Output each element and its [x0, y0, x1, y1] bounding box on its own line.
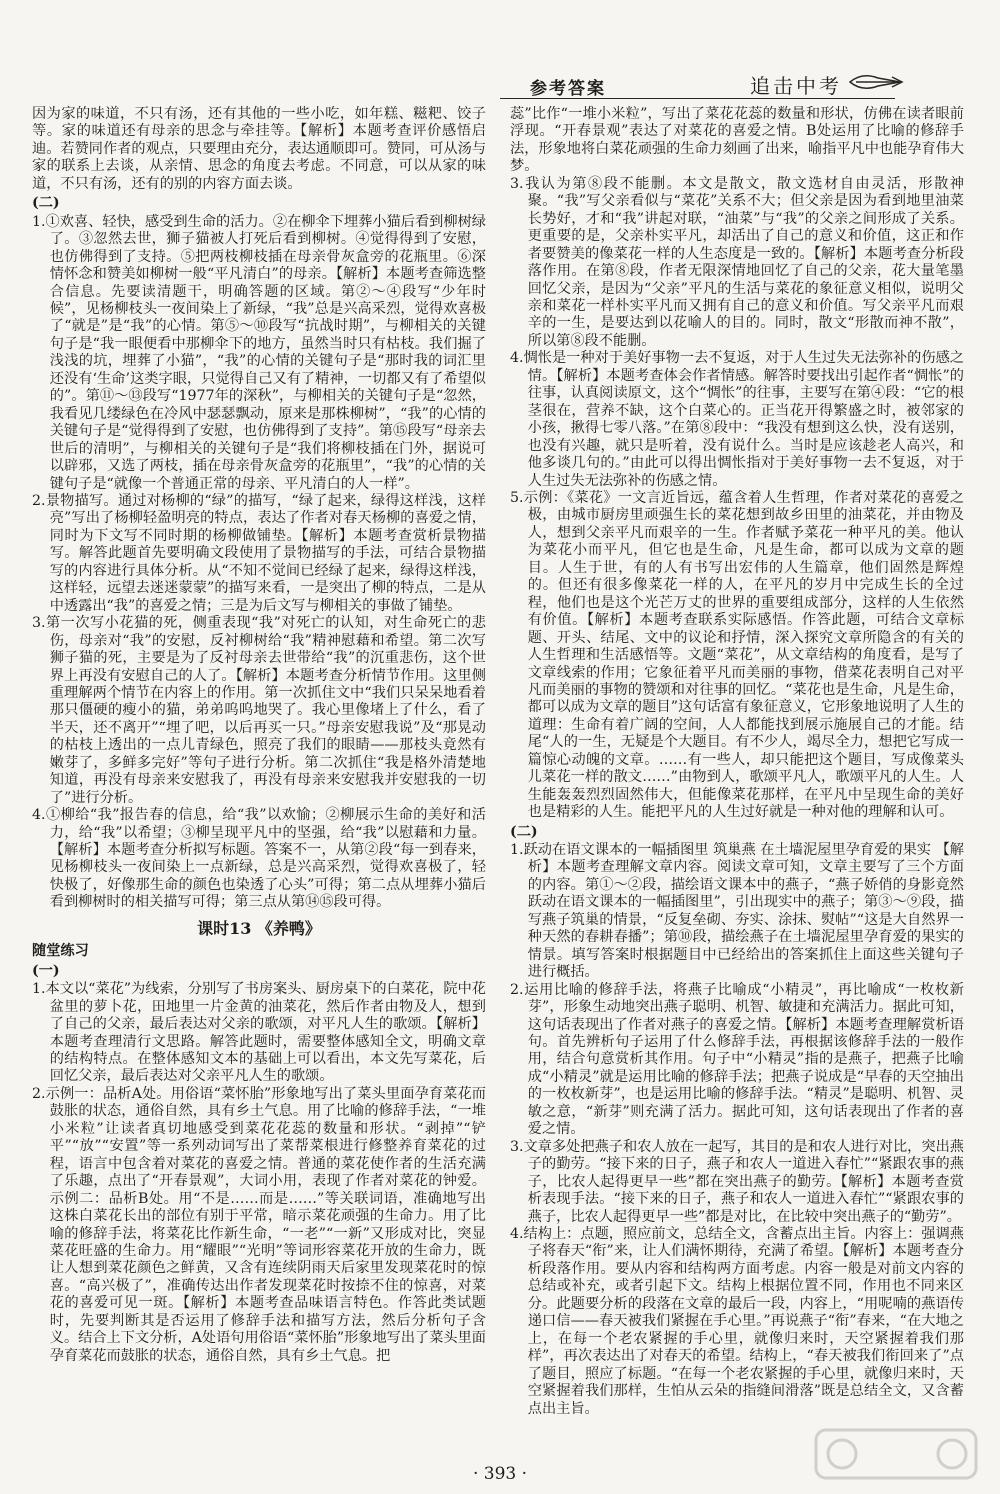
header-rule: [500, 98, 895, 99]
arrow-icon: [848, 70, 904, 94]
answer-paragraph: 蕊”比作“一堆小米粒”，写出了菜花花蕊的数量和形状，仿佛在读者眼前浮现。“开春景观”表达了对菜花的喜爱之情。B处运用了比喻的修辞手法，形象地将白菜花顽强的生命力刻画了出来，喻指平凡中也能孕育伟大梦。: [510, 106, 965, 175]
watermark-logo: [812, 1424, 982, 1484]
answer-item: 1.跃动在语文课本的一幅插图里 筑巢燕 在土墙泥屋里孕育爱的果实 【解析】本题考查理解文章内容。阅读文章可知，文章主要写了三个方面的内容。第①～②段，描绘语文课本中的燕子，“燕子娇俏的身影竟然跃动在语文课本的一幅插图里”，引出现实中的燕子；第③～⑨段，描写燕子筑巢的情景，“反复垒砌、夯实、涂抹、熨帖”“这是大自然界一种天然的春耕春播”；第⑩段，描绘燕子在土墙泥屋里孕育爱的果实的情景。填写答案时根据题目中已经给出的答案抓住上面这些关键句子进行概括。: [510, 842, 964, 981]
answer-item: 4.①柳给“我”报告春的信息，给“我”以欢愉；②柳展示生命的美好和活力，给“我”以希望；③柳呈现平凡中的坚强，给“我”以慰藉和力量。【解析】本题考查分析拟写标题。答案不一，从第②段“每一到春来，见杨柳枝头一夜间染上一点新绿，总是兴高采烈，觉得欢喜极了，轻快极了，好像那生命的颜色也染透了心头”可得；第二点从埋葬小猫后看到柳树时的相关描写可得；第三点从第⑭⑮段可得。: [32, 807, 486, 911]
answer-item: 3.文章多处把燕子和农人放在一起写，其目的是和农人进行对比，突出燕子的勤劳。“接下来的日子，燕子和农人一道进入春忙”“紧跟农事的燕子，比农人起得更早一些”都在突出燕子的勤劳。【解析】本题考查赏析表现手法。“接下来的日子，燕子和农人一道进入春忙”“紧跟农事的燕子，比农人起得更早一些”都是对比，在比较中突出燕子的“勤劳”。: [510, 1138, 964, 1225]
answer-item: 3.第一次写小花猫的死，侧重表现“我”对死亡的认知，对生命死亡的悲伤，母亲对“我”的安慰，反衬柳树给“我”精神慰藉和希望。第二次写狮子猫的死，主要是为了反衬母亲去世带给“我”的沉重悲伤，这个世界上再没有安慰自己的人了。【解析】本题考查分析情节作用。这里侧重理解两个情节在内容上的作用。第一次抓住文中“我们只呆呆地看着那只僵硬的瘦小的猫，弟弟呜呜地哭了。我心里像堵上了什么，看了半天，还不离开”“埋了吧，以后再买一只。”母亲安慰我说”及“那晃动的枯枝上透出的一点儿青绿色，照亮了我们的眼睛——那枝头竟然有嫩芽了，多鲜多完好”等句子进行分析。第二次抓住“我是格外清楚地知道，再没有母亲来安慰我了，再没有母亲来安慰我并安慰我的一切了”进行分析。: [32, 615, 486, 806]
section-label: (二): [32, 195, 60, 212]
lesson-title: 课时13 《养鸭》: [197, 918, 321, 938]
answer-paragraph: 因为家的味道，不只有汤，还有其他的一些小吃，如年糕、糍粑、饺子等。家的味道还有母亲的思念与牵挂等。【解析】本题考查评价感悟启迪。若赞同作者的观点，只要理由充分，表达通顺即可。赞同，可从汤与家的联系上去谈，从亲情、思念的角度去考虑。不同意，可以从家的味道，不只有汤，还有的别的内容方面去谈。: [32, 106, 487, 192]
answer-item: 2.景物描写。通过对杨柳的“绿”的描写，“绿了起来，绿得这样浅，这样亮”写出了杨柳轻盈明亮的特点，表达了作者对春天杨柳的喜爱之情，同时为下文写不同时期的杨柳做铺垫。【解析】本题考查赏析景物描写。解答此题首先要明确文段使用了景物描写的手法，可结合景物描写的内容进行具体分析。从“不知不觉间已经绿了起来，绿得这样浅，这样轻，远望去迷迷蒙蒙”的描写来看，一是突出了柳的特点，二是从中透露出“我”的喜爱之情；三是为后文写与柳相关的事做了铺垫。: [32, 492, 486, 614]
practice-heading: 随堂练习: [32, 943, 89, 960]
brand-title: 追击中考: [750, 74, 842, 98]
section-label: (一): [32, 962, 60, 979]
section-label: (二): [510, 823, 538, 840]
answer-item: 1.本文以“菜花”为线索，分别写了书房案头、厨房桌下的白菜花，院中花盆里的萝卜花，田地里一片金黄的油菜花，然后作者由物及人，想到了自己的父亲，最后表达对父亲的歌颂，对平凡人生的歌颂。【解析】本题考查理清行文思路。解答此题时，需要整体感知全文，明确文章的结构特点。在整体感知文本的基础上可以看出，本文先写菜花，后回忆父亲，最后表达对父亲平凡人生的歌颂。: [32, 981, 486, 1085]
answer-item: 2.示例一：品析A处。用俗语“菜怀胎”形象地写出了菜头里面孕育菜花而鼓胀的状态，通俗自然，具有乡土气息。用了比喻的修辞手法，“一堆小米粒”让读者真切地感受到菜花花蕊的数量和形状。“剥掉”“铲平”“放”“安置”等一系列动词写出了菜帮菜根进行修整养育菜花的过程，语言中包含着对菜花的喜爱之情。普通的菜花使作者的生活充满了乐趣，点出了“开春景观”，大词小用，表现了作者对菜花的钟爱。示例二：品析B处。用“不是……而是……”等关联词语，准确地写出这株白菜花长出的部位有别于平常，暗示菜花顽强的生命力。用了比喻的修辞手法，将菜花比作新生命，“一老”“一新”又形成对比，突显菜花旺盛的生命力。用“耀眼”“光明”等词形容菜花开放的生命力，既让人想到菜花颜色之鲜黄，又含有连续阴雨天后家里发现菜花时的惊喜。“高兴极了”，准确传达出作者发现菜花时按捺不住的惊喜，对菜花的喜爱可见一斑。【解析】本题考查品味语言特色。作答此类试题时，先要判断其是否运用了修辞手法和描写方法，然后分析句子含义。结合上下文分析，A处语句用俗语“菜怀胎”形象地写出了菜头里面孕育菜花而鼓胀的状态，通俗自然，具有乡土气息。把: [32, 1085, 486, 1364]
answer-item: 2.运用比喻的修辞手法，将燕子比喻成“小精灵”，再比喻成“一枚枚新芽”，形象生动地突出燕子聪明、机智、敏捷和充满活力。据此可知，这句话表现出了作者对燕子的喜爱之情。【解析】本题考查理解赏析语句。首先辨析句子运用了什么修辞手法，再根据该修辞手法的一般作用，结合句意赏析其作用。句子中“小精灵”指的是燕子，把燕子比喻成“小精灵”就是运用比喻的修辞手法；把燕子说成是“早春的天空抽出的一枚枚新芽”，也是运用比喻的修辞手法。“精灵”是聪明、机智、灵敏之意，“新芽”则充满了活力。据此可知，这句话表现出了作者的喜爱之情。: [510, 981, 964, 1138]
page-number: · 393 ·: [472, 1464, 528, 1484]
answer-item: 4.结构上：点题，照应前文，总结全文，含蓄点出主旨。内容上：强调燕子将春天“衔”来，让人们满怀期待，充满了希望。【解析】本题考查分析段落作用。要从内容和结构两方面考虑。内容一般是对前文内容的总结或补充，或者引起下文。结构上根据位置不同，作用也不同来区分。此题要分析的段落在文章的最后一段，内容上，“用呢喃的燕语传递口信——春天被我们紧握在手心里。”再说燕子“衔”春来，“在大地之上，在每一个老农紧握的手心里，就像归来时，天空紧握着我们那样”，再次表达出了对春天的希望。结构上，“春天被我们衔回来了”点了题目，照应了标题。“在每一个老农紧握的手心里，就像归来时，天空紧握着我们那样，生怕从云朵的指缝间滑落”既是总结全文，又含蓄点出主旨。: [510, 1226, 964, 1417]
answer-item: 4.惆怅是一种对于美好事物一去不复返，对于人生过失无法弥补的伤感之情。【解析】本题考查体会作者情感。解答时要找出引起作者“惆怅”的往事，认真阅读原文，这个“惆怅”的往事，主要写在第④段：“它的根茎很在，营养不缺，这个白菜心的。正当花开得繁盛之时，被邻家的小孩，揪得七零八落。”在第⑧段中：“我没有想到这么快，没有送别，也没有兴趣，就只是听着，没有说什么。当时是应该趁老人高兴，和他多谈几句的。”由此可以得出惆怅指对于美好事物一去不复返，对于人生过失无法弥补的伤感之情。: [510, 350, 964, 489]
page-header: [500, 62, 910, 102]
answer-item: 1.①欢喜、轻快，感受到生命的活力。②在柳伞下埋葬小猫后看到柳树绿了。③忽然去世，狮子猫被人打死后看到柳树。④觉得得到了安慰，也仿佛得到了支持。⑤把两枝柳枝插在母亲骨灰盒旁的花瓶里。⑥深情怀念和赞美如柳树一般“平凡清白”的母亲。【解析】本题考查筛选整合信息。先要读清题干，明确答题的区域。第②～④段写“少年时候”，见杨柳枝头一夜间染上了新绿，“我”总是兴高采烈，觉得欢喜极了“就是”是“我”的心情。第⑤～⑩段写“抗战时期”，与柳相关的关键句子是“我一眼便看中那柳伞下的地方，虽然当时只有枯枝。我们掘了浅浅的坑，埋葬了小猫”，“我”的心情的关键句子是“那时我的词汇里还没有‘生命’这类字眼，只觉得自己又有了精神，一切都又有了希望似的”。第⑪～⑬段写“1977年的深秋”，与柳相关的关键句子是“忽然，我看见几缕绿色在冷风中瑟瑟飘动，原来是那株柳树”，“我”的心情的关键句子是“觉得得到了安慰，也仿佛得到了支持”。第⑮段写“母亲去世后的清明”，与柳相关的关键句子是“我们将柳枝插在门外，据说可以辟邪，又选了两枝，插在母亲骨灰盒旁的花瓶里”，“我”的心情的关键句子是“就像一个普通正常的母亲、平凡清白的人一样”。: [32, 213, 486, 492]
answer-item: 3.我认为第⑧段不能删。本文是散文，散文选材自由灵活，形散神聚。“我”写父亲看似与“菜花”关系不大；但父亲是因为看到地里油菜长势好，才和“我”讲起对联，“油菜”与“我”的父亲之间形成了关系。更重要的是，父亲朴实平凡，却活出了自己的意义和价值，这正和作者要赞美的像菜花一样的人生态度是一致的。【解析】本题考查分析段落作用。在第⑧段，作者无限深情地回忆了自己的父亲，花大量笔墨回忆父亲，是因为“父亲”平凡的生活与菜花的象征意义相似，说明父亲和菜花一样朴实平凡而又拥有自己的意义和价值。写父亲平凡而艰辛的一生，是要达到以花喻人的目的。同时，散文“形散而神不散”，所以第⑧段不能删。: [510, 175, 964, 349]
left-column: [32, 106, 486, 1365]
answer-label: 参考答案: [530, 79, 606, 99]
answer-item: 5.示例：《菜花》一文言近旨远，蕴含着人生哲理，作者对菜花的喜爱之极，由城市厨房里顽强生长的菜花想到故乡田里的油菜花，并由物及人，想到父亲平凡而艰辛的一生。作者赋予菜花一种平凡的美。他认为菜花小而平凡，但它也是生命，凡是生命，都可以成为文章的题目。人生于世，有的人有书写出宏伟的人生篇章，他们固然是辉煌的。但还有很多像菜花一样的人，在平凡的岁月中完成生长的全过程，他们也是这个光芒万丈的世界的重要组成部分，这样的人生依然有价值。【解析】本题考查联系实际感悟。作答此题，可结合文章标题、开头、结尾、文中的议论和抒情，深入探究文章所隐含的有关的人生哲理和生活感悟等。文题“菜花”，从文章结构的角度看，是写了文章线索的作用；它象征着平凡而美丽的事物，借菜花表明自己对平凡而美丽的事物的赞颂和对往事的回忆。“菜花也是生命，凡是生命，都可以成为文章的题目”这句话富有象征意义，它形象地说明了人生的道理：生命有着广阔的空间，人人都能找到展示施展自己的才能。结尾“人的一生，无疑是个大题目。有不少人，竭尽全力，想把它写成一篇惊心动魄的文章。……有一些人，却只能把这个题目，写成像菜头儿菜花一样的散文……”由物到人，歌颂平凡人，歌颂平凡的人生。人生能轰轰烈烈固然伟大，但能像菜花那样，在平凡中呈现生命的美好也是精彩的人生。能把平凡的人生过好就是一种对他的理解和认可。: [510, 489, 964, 821]
right-column: [510, 106, 964, 1418]
